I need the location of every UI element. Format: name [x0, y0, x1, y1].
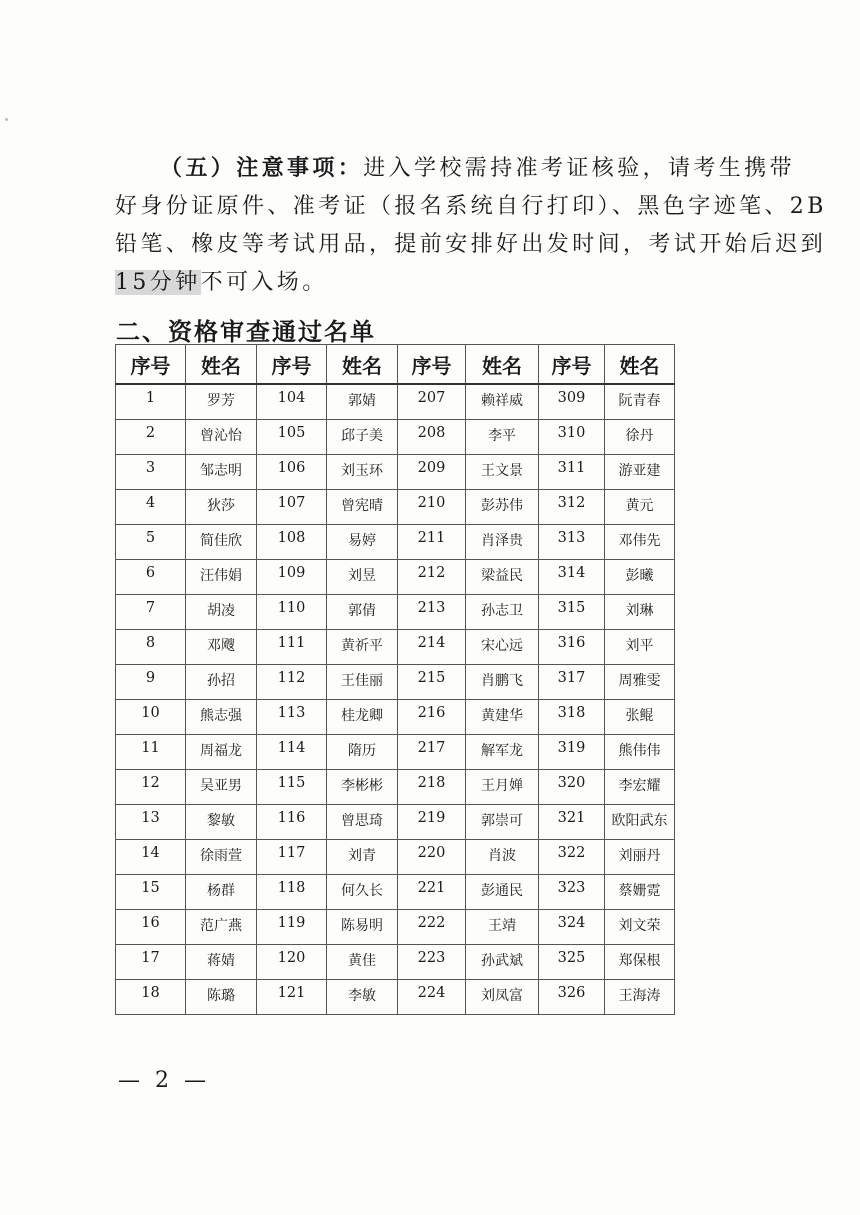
cell-serial: 311	[539, 454, 605, 489]
notice-line-2: 好身份证原件、准考证（报名系统自行打印）、黑色字迹笔、2B	[115, 194, 827, 219]
cell-name: 郭崇可	[466, 804, 539, 839]
cell-serial: 326	[539, 979, 605, 1014]
table-row	[116, 384, 675, 419]
cell-name: 黄建华	[466, 699, 539, 734]
table-row	[116, 979, 675, 1014]
cell-name: 罗芳	[186, 384, 257, 419]
cell-name: 刘丽丹	[605, 839, 675, 874]
cell-serial: 8	[116, 629, 186, 664]
cell-serial: 118	[257, 874, 327, 909]
table-row	[116, 489, 675, 524]
cell-name: 王月婵	[466, 769, 539, 804]
cell-name: 王海涛	[605, 979, 675, 1014]
notice-line-4-text: 不可入场。	[200, 270, 328, 295]
cell-name: 肖鹏飞	[466, 664, 539, 699]
section-title: 二、资格审查通过名单	[116, 318, 376, 346]
cell-serial: 312	[539, 489, 605, 524]
highlighted-time: 15分钟	[115, 270, 201, 295]
table-row	[116, 839, 675, 874]
cell-name: 何久长	[327, 874, 398, 909]
cell-serial: 210	[398, 489, 466, 524]
cell-name: 徐丹	[605, 419, 675, 454]
cell-name: 游亚建	[605, 454, 675, 489]
cell-name: 陈易明	[327, 909, 398, 944]
cell-name: 隋历	[327, 734, 398, 769]
cell-name: 邓飕	[186, 629, 257, 664]
cell-name: 李宏耀	[605, 769, 675, 804]
cell-name: 蒋婧	[186, 944, 257, 979]
cell-name: 李敏	[327, 979, 398, 1014]
cell-name: 曾宪晴	[327, 489, 398, 524]
cell-name: 欧阳武东	[605, 804, 675, 839]
cell-name: 徐雨萱	[186, 839, 257, 874]
table-row	[116, 944, 675, 979]
cell-serial: 1	[116, 384, 186, 419]
table-row	[116, 594, 675, 629]
cell-serial: 17	[116, 944, 186, 979]
header-serial: 序号	[398, 345, 466, 385]
notice-heading: （五）注意事项：	[160, 156, 364, 181]
cell-name: 彭苏伟	[466, 489, 539, 524]
cell-name: 范广燕	[186, 909, 257, 944]
header-serial: 序号	[116, 345, 186, 385]
table-row	[116, 629, 675, 664]
cell-serial: 213	[398, 594, 466, 629]
cell-name: 刘玉环	[327, 454, 398, 489]
table-row	[116, 734, 675, 769]
cell-serial: 315	[539, 594, 605, 629]
cell-name: 郭倩	[327, 594, 398, 629]
cell-serial: 207	[398, 384, 466, 419]
cell-serial: 12	[116, 769, 186, 804]
cell-serial: 221	[398, 874, 466, 909]
cell-name: 孙招	[186, 664, 257, 699]
table-row	[116, 804, 675, 839]
table-row	[116, 419, 675, 454]
notice-paragraph	[115, 150, 827, 302]
cell-serial: 2	[116, 419, 186, 454]
cell-serial: 310	[539, 419, 605, 454]
cell-name: 黄佳	[327, 944, 398, 979]
cell-serial: 208	[398, 419, 466, 454]
cell-serial: 215	[398, 664, 466, 699]
header-name: 姓名	[466, 345, 539, 385]
cell-serial: 223	[398, 944, 466, 979]
cell-serial: 319	[539, 734, 605, 769]
cell-name: 刘凤富	[466, 979, 539, 1014]
cell-name: 孙志卫	[466, 594, 539, 629]
cell-serial: 313	[539, 524, 605, 559]
cell-serial: 15	[116, 874, 186, 909]
table-row	[116, 664, 675, 699]
table-row	[116, 524, 675, 559]
cell-serial: 111	[257, 629, 327, 664]
cell-name: 郑保根	[605, 944, 675, 979]
cell-name: 杨群	[186, 874, 257, 909]
cell-name: 刘青	[327, 839, 398, 874]
cell-serial: 318	[539, 699, 605, 734]
table-row	[116, 769, 675, 804]
cell-name: 狄莎	[186, 489, 257, 524]
cell-serial: 120	[257, 944, 327, 979]
cell-serial: 321	[539, 804, 605, 839]
cell-name: 解军龙	[466, 734, 539, 769]
cell-name: 李彬彬	[327, 769, 398, 804]
cell-name: 王靖	[466, 909, 539, 944]
cell-name: 梁益民	[466, 559, 539, 594]
cell-name: 阮青春	[605, 384, 675, 419]
header-serial: 序号	[539, 345, 605, 385]
cell-serial: 14	[116, 839, 186, 874]
cell-serial: 115	[257, 769, 327, 804]
cell-name: 黄祈平	[327, 629, 398, 664]
cell-name: 刘琳	[605, 594, 675, 629]
cell-serial: 11	[116, 734, 186, 769]
cell-name: 黎敏	[186, 804, 257, 839]
cell-name: 胡凌	[186, 594, 257, 629]
cell-serial: 3	[116, 454, 186, 489]
cell-serial: 5	[116, 524, 186, 559]
cell-serial: 324	[539, 909, 605, 944]
cell-name: 蔡姗霓	[605, 874, 675, 909]
cell-serial: 212	[398, 559, 466, 594]
cell-name: 刘昱	[327, 559, 398, 594]
header-name: 姓名	[605, 345, 675, 385]
cell-name: 曾沁怡	[186, 419, 257, 454]
cell-serial: 108	[257, 524, 327, 559]
notice-line-4	[115, 264, 765, 302]
cell-name: 周福龙	[186, 734, 257, 769]
cell-serial: 325	[539, 944, 605, 979]
cell-serial: 106	[257, 454, 327, 489]
page-number: — 2 —	[118, 1068, 210, 1093]
table-row	[116, 874, 675, 909]
cell-name: 黄元	[605, 489, 675, 524]
notice-line-1	[115, 150, 796, 188]
header-name: 姓名	[327, 345, 398, 385]
cell-name: 张鲲	[605, 699, 675, 734]
table-row	[116, 909, 675, 944]
header-name: 姓名	[186, 345, 257, 385]
cell-serial: 218	[398, 769, 466, 804]
cell-serial: 211	[398, 524, 466, 559]
cell-serial: 9	[116, 664, 186, 699]
cell-name: 刘文荣	[605, 909, 675, 944]
cell-name: 邱子美	[327, 419, 398, 454]
cell-serial: 316	[539, 629, 605, 664]
cell-serial: 10	[116, 699, 186, 734]
cell-serial: 119	[257, 909, 327, 944]
cell-serial: 219	[398, 804, 466, 839]
cell-serial: 114	[257, 734, 327, 769]
notice-line-1-text: 进入学校需持准考证核验，请考生携带	[363, 156, 796, 181]
cell-name: 熊志强	[186, 699, 257, 734]
cell-name: 彭曦	[605, 559, 675, 594]
cell-serial: 224	[398, 979, 466, 1014]
cell-name: 桂龙卿	[327, 699, 398, 734]
cell-name: 刘平	[605, 629, 675, 664]
cell-name: 李平	[466, 419, 539, 454]
cell-serial: 314	[539, 559, 605, 594]
cell-name: 汪伟娟	[186, 559, 257, 594]
cell-name: 吴亚男	[186, 769, 257, 804]
cell-serial: 117	[257, 839, 327, 874]
cell-name: 郭婧	[327, 384, 398, 419]
qualified-list-table	[115, 344, 675, 1015]
cell-serial: 116	[257, 804, 327, 839]
cell-serial: 322	[539, 839, 605, 874]
cell-serial: 112	[257, 664, 327, 699]
notice-line-3: 铅笔、橡皮等考试用品，提前安排好出发时间，考试开始后迟到	[115, 232, 827, 257]
table-row	[116, 454, 675, 489]
cell-name: 彭通民	[466, 874, 539, 909]
cell-serial: 323	[539, 874, 605, 909]
cell-name: 曾思琦	[327, 804, 398, 839]
cell-serial: 222	[398, 909, 466, 944]
header-serial: 序号	[257, 345, 327, 385]
cell-serial: 107	[257, 489, 327, 524]
cell-serial: 220	[398, 839, 466, 874]
table-row	[116, 699, 675, 734]
cell-serial: 110	[257, 594, 327, 629]
cell-serial: 6	[116, 559, 186, 594]
table-body	[116, 384, 675, 1014]
cell-name: 易婷	[327, 524, 398, 559]
cell-name: 肖泽贵	[466, 524, 539, 559]
cell-name: 孙武斌	[466, 944, 539, 979]
cell-serial: 16	[116, 909, 186, 944]
cell-serial: 320	[539, 769, 605, 804]
cell-serial: 113	[257, 699, 327, 734]
cell-serial: 214	[398, 629, 466, 664]
cell-serial: 109	[257, 559, 327, 594]
scan-artifact	[5, 118, 8, 121]
table-header-row	[116, 345, 675, 385]
cell-name: 熊伟伟	[605, 734, 675, 769]
cell-serial: 7	[116, 594, 186, 629]
cell-serial: 217	[398, 734, 466, 769]
cell-serial: 216	[398, 699, 466, 734]
cell-name: 王佳丽	[327, 664, 398, 699]
cell-serial: 309	[539, 384, 605, 419]
cell-name: 王文景	[466, 454, 539, 489]
cell-name: 简佳欣	[186, 524, 257, 559]
cell-serial: 13	[116, 804, 186, 839]
cell-serial: 317	[539, 664, 605, 699]
cell-name: 邓伟先	[605, 524, 675, 559]
cell-serial: 18	[116, 979, 186, 1014]
cell-serial: 121	[257, 979, 327, 1014]
cell-serial: 104	[257, 384, 327, 419]
cell-serial: 4	[116, 489, 186, 524]
cell-name: 陈璐	[186, 979, 257, 1014]
table-row	[116, 559, 675, 594]
cell-name: 邹志明	[186, 454, 257, 489]
cell-name: 周雅雯	[605, 664, 675, 699]
cell-name: 赖祥威	[466, 384, 539, 419]
cell-serial: 209	[398, 454, 466, 489]
cell-serial: 105	[257, 419, 327, 454]
cell-name: 宋心远	[466, 629, 539, 664]
cell-name: 肖波	[466, 839, 539, 874]
